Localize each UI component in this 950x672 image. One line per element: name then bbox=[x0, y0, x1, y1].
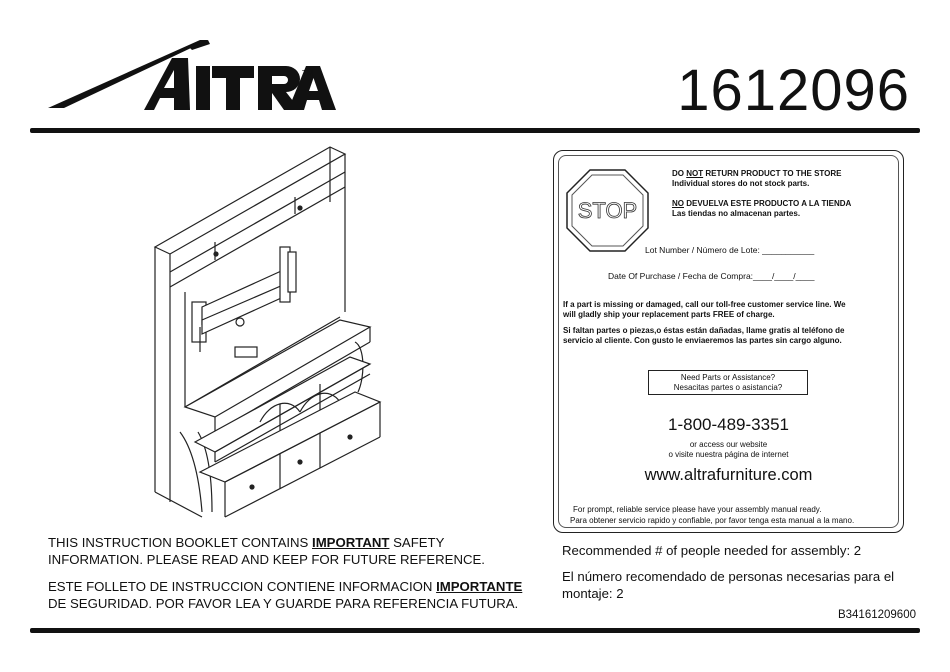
document-code: B34161209600 bbox=[837, 609, 916, 621]
assembly-es-line1: El número recomendado de personas necesarias para el bbox=[562, 569, 895, 584]
trademark-mark: TM bbox=[302, 69, 314, 78]
stop-sign-label: STOP bbox=[577, 198, 638, 223]
missing-en-1: If a part is missing or damaged, call our toll-free customer service line. We bbox=[563, 300, 846, 309]
safety-note-es-pre: ESTE FOLLETO DE INSTRUCCION CONTIENE INFORMACION bbox=[48, 579, 437, 594]
do-pre: DO bbox=[672, 169, 687, 178]
do-post: RETURN PRODUCT TO THE STORE bbox=[703, 169, 842, 178]
altra-logo bbox=[40, 28, 340, 118]
assembly-es-line2: montaje: 2 bbox=[562, 586, 624, 601]
entertainment-center-illustration bbox=[140, 142, 540, 527]
safety-note-en-line2: INFORMATION. PLEASE READ AND KEEP FOR FUTURE REFERENCE. bbox=[48, 552, 485, 567]
model-number: 1612096 bbox=[677, 58, 910, 123]
missing-es-2: servicio al cliente. Con gusto le enviaeremos las partes sin cargo alguno. bbox=[563, 336, 842, 345]
do-not-return-line bbox=[672, 169, 842, 179]
stores-note: Individual stores do not stock parts. bbox=[672, 179, 810, 188]
safety-note-en-pre: THIS INSTRUCTION BOOKLET CONTAINS bbox=[48, 535, 313, 550]
assembly-people-en: Recommended # of people needed for assembly: 2 bbox=[562, 543, 862, 558]
no-devuelva-line bbox=[672, 199, 851, 209]
access-website-en: or access our website bbox=[689, 440, 768, 449]
website-link[interactable]: www.altrafurniture.com bbox=[644, 466, 813, 484]
prompt-service-es: Para obtener servicio rapido y confiable, por favor tenga esta manual a la mano. bbox=[570, 516, 855, 525]
missing-parts-en bbox=[563, 300, 893, 320]
missing-es-1: Si faltan partes o piezas,o éstas están dañadas, llame gratis al teléfono de bbox=[563, 326, 845, 335]
access-website-es: o visite nuestra página de internet bbox=[668, 450, 789, 459]
safety-note-spanish bbox=[48, 578, 548, 612]
assistance-en: Need Parts or Assistance? bbox=[680, 373, 776, 382]
important-en: IMPORTANT bbox=[312, 535, 390, 550]
no-es-post: DEVUELVA ESTE PRODUCTO A LA TIENDA bbox=[684, 199, 852, 208]
bottom-divider bbox=[30, 628, 920, 633]
assembly-people-es bbox=[562, 568, 922, 602]
lot-number-field: Lot Number / Número de Lote: ___________ bbox=[645, 245, 815, 255]
missing-en-2: will gladly ship your replacement parts FREE of charge. bbox=[563, 310, 775, 319]
prompt-service-en: For prompt, reliable service please have your assembly manual ready. bbox=[573, 505, 822, 514]
missing-parts-es bbox=[563, 326, 893, 346]
assistance-es: Nesacitas partes o asistancia? bbox=[673, 383, 783, 392]
stores-note-es: Las tiendas no almacenan partes. bbox=[672, 209, 801, 218]
safety-note-en-post: SAFETY bbox=[389, 535, 445, 550]
stop-sign-icon bbox=[565, 168, 650, 253]
safety-note-english bbox=[48, 534, 548, 568]
important-es: IMPORTANTE bbox=[436, 579, 523, 594]
do-not: NOT bbox=[686, 169, 704, 178]
phone-number[interactable]: 1-800-489-3351 bbox=[668, 415, 789, 434]
top-divider bbox=[30, 128, 920, 133]
safety-note-es-line2: DE SEGURIDAD. POR FAVOR LEA Y GUARDE PARA REFERENCIA FUTURA. bbox=[48, 596, 519, 611]
no-es: NO bbox=[672, 199, 684, 208]
purchase-date-field: Date Of Purchase / Fecha de Compra:____/____/____ bbox=[608, 271, 815, 281]
